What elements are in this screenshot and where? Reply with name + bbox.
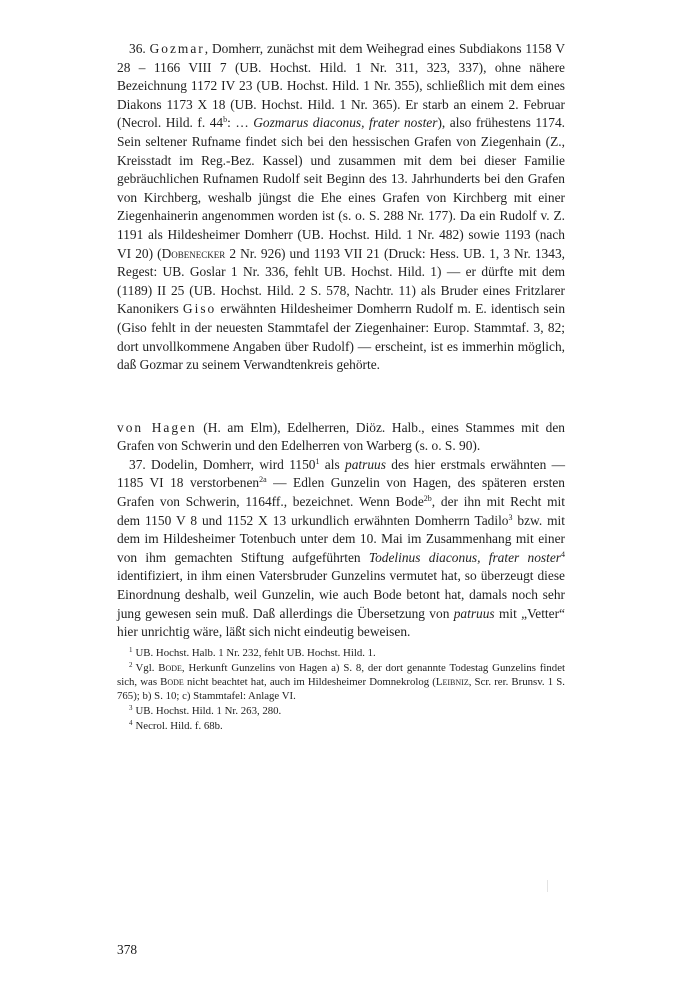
- footnote-ref: 4: [560, 549, 565, 559]
- author-name: Bode: [160, 675, 184, 688]
- entry-37-text: — Edlen Gunzelin von Hagen, des späteren ersten Grafen von Schwerin, 1164ff., bezeichnet. Wenn Bode: [117, 475, 565, 510]
- author-name: Leibniz: [435, 675, 469, 688]
- latin-term: patruus: [345, 456, 386, 472]
- footnote-ref: 2b: [423, 494, 432, 504]
- page-body: [117, 40, 565, 734]
- entry-37-text: 37. Dodelin, Domherr, wird 1150: [129, 456, 316, 472]
- footnote-ref: 2a: [259, 475, 267, 485]
- footnote-1: [117, 646, 565, 660]
- entry-37-text: bzw. mit dem im Hildesheimer Totenbuch unter dem 10. Mai im Zusammenhang mit einer von ihm gemachten Stiftung aufgeführten: [117, 512, 565, 565]
- footnote-text: UB. Hochst. Halb. 1 Nr. 232, fehlt UB. Hochst. Hild. 1.: [135, 646, 376, 659]
- entry-37-text: , der ihn mit Recht mit dem 1150 V 8 und 1152 X 13 urkundlich erwähnten Domherrn Tadilo: [117, 494, 565, 528]
- footnote-text: UB. Hochst. Hild. 1 Nr. 263, 280.: [135, 704, 282, 717]
- author-name: Bode: [158, 661, 182, 674]
- entry-37-text: identifiziert, in ihm einen Vatersbruder Gunzelins vermutet hat, so überzeugt diese Einordnung deshalb, weil Gunzelin, wie auch Bode betont hat, damals noch sehr jung gewesen sein muß. Daß allerdings die Übersetzung von: [117, 568, 565, 621]
- footnote-text: nicht beachtet hat, auch im Hildesheimer Domnekrolog (: [183, 675, 436, 688]
- footnote-text: , Scr. rer. Brunsv. 1 S. 765); b) S. 10; c) Stammtafel: Anlage VI.: [117, 675, 565, 702]
- footnote-4: [117, 719, 565, 733]
- section-gap: [117, 375, 565, 419]
- footnote-text: , Herkunft Gunzelins von Hagen a) S. 8, der dort genannte Todestag Gunzelins findet sich, was: [117, 661, 565, 688]
- entry-37-text: als: [319, 456, 345, 472]
- footnotes: [117, 646, 565, 733]
- entry-37-paragraph: [117, 456, 565, 642]
- entry-36-text: : …: [227, 115, 254, 131]
- footnote-number: 4: [129, 718, 133, 727]
- entry-37-text: mit „Vetter“ hier unrichtig wäre, läßt sich nicht eindeutig beweisen.: [117, 605, 565, 640]
- entry-36-name: Gozmar: [149, 41, 205, 56]
- footnote-ref: 1: [315, 456, 320, 466]
- footnote-3: [117, 704, 565, 718]
- entry-36-text: ), also frühestens 1174. Sein seltener Rufname findet sich bei den hessischen Grafen von Ziegenhain (Z., Kreisstadt im Reg.-Bez. Kassel) und zusammen mit dem bei dieser Familie gebräuchlichen Rufnamen Rudolf seit Beginn des 13. Jahrhunderts bei den Grafen von Kirchberg, weshalb jüngst die Ehe eines Grafen von Kirchberg mit einer Ziegenhainerin angenommen worden ist (s. o. S. 288 Nr. 177). Da ein Rudolf v. Z. 1191 als Hildesheimer Domherr (UB. Hochst. Hild. 1 Nr. 482) sowie 1193 (nach VI 20) (: [117, 115, 566, 261]
- continuation-paragraph: [117, 419, 565, 456]
- page-number: 378: [117, 942, 138, 957]
- entry-36-number: 36.: [129, 41, 146, 56]
- family-name: von Hagen: [117, 419, 197, 435]
- latin-term: patruus: [453, 605, 495, 621]
- entry-37-text: des hier erstmals erwähnten — 1185 VI 18 verstorbenen: [117, 456, 565, 491]
- footnote-number: 3: [129, 703, 133, 712]
- entry-36-text: erwähnten Hildesheimer Domherrn Rudolf m. E. identisch sein (Giso fehlt in der neuesten Stammtafel der Ziegenhainer: Europ. Stammtaf. 3, 82; dort unvollkommene Angaben über Rudolf) — erscheint, ist es immerhin möglich, daß Gozmar zu seinem Verwandtenkreis gehörte.: [117, 301, 566, 373]
- entry-36-text: , Domherr, zunächst mit dem Weihegrad eines Subdiakons 1158 V 28 – 1166 VIII 7 (UB. Hochst. Hild. 1 Nr. 311, 323, 337), ohne nähere Bezeichnung 1172 IV 23 (UB. Hochst. Hild. 1 Nr. 355), schließlich mit dem eines Diakons 1173 X 18 (UB. Hochst. Hild. 1 Nr. 365). Er starb an einem 2. Februar (Necrol. Hild. f. 44: [117, 41, 565, 131]
- footnote-number: 2: [129, 660, 133, 669]
- spaced-name: Giso: [182, 301, 217, 317]
- footnote-text: Vgl.: [135, 661, 159, 674]
- footnote-2: [117, 661, 565, 703]
- author-name: Dobenecker: [161, 245, 226, 261]
- continuation-text: (H. am Elm), Edelherren, Diöz. Halb., eines Stammes mit den Grafen von Schwerin und den Edelherren von Warberg (s. o. S. 90).: [117, 419, 565, 454]
- footnote-text: Necrol. Hild. f. 68b.: [135, 719, 223, 732]
- footnote-number: 1: [129, 645, 133, 654]
- entry-36-paragraph: [117, 40, 565, 375]
- footnote-ref: 3: [508, 512, 513, 522]
- superscript: b: [223, 115, 228, 125]
- entry-36-text: 2 Nr. 926) und 1193 VII 21 (Druck: Hess. UB. 1, 3 Nr. 1343, Regest: UB. Goslar 1 Nr. 336, fehlt UB. Hochst. Hild. 1) — er dürfte mit dem (1189) II 25 (UB. Hochst. Hild. 2 S. 578, Nachtr. 11) als Bruder eines Fritzlarer Kanonikers: [117, 245, 565, 317]
- scan-mark: [547, 880, 548, 892]
- latin-quote: Gozmarus diaconus, frater noster: [253, 115, 438, 131]
- latin-quote: Todelinus diaconus, frater noster: [368, 549, 561, 565]
